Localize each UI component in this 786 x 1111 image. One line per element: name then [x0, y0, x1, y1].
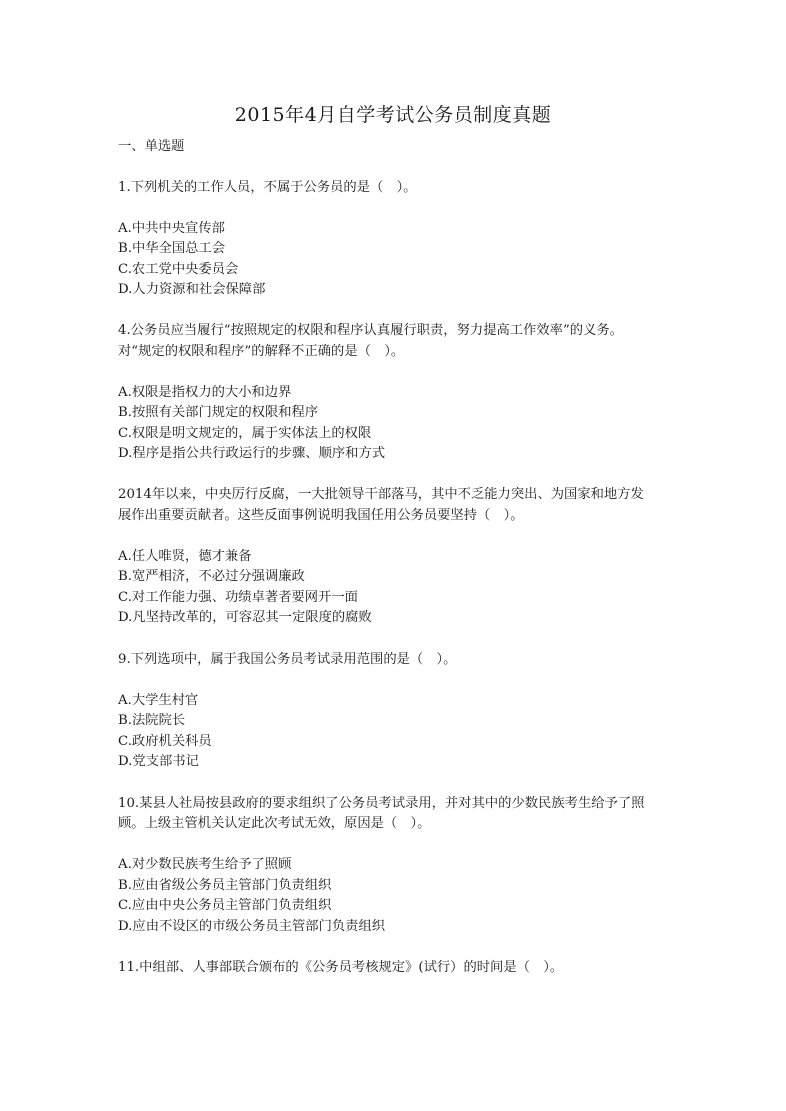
- question-stem: 9.下列选项中，属于我国公务员考试录用范围的是（ ）。: [118, 652, 457, 667]
- option-a: A.任人唯贤，德才兼备: [118, 549, 252, 564]
- option-c: C.权限是明文规定的，属于实体法上的权限: [118, 426, 372, 441]
- option-b: B.应由省级公务员主管部门负责组织: [118, 878, 332, 893]
- option-c: C.应由中央公务员主管部门负责组织: [118, 898, 332, 913]
- option-a: A.中共中央宣传部: [118, 221, 225, 236]
- question-stem: 1.下列机关的工作人员，不属于公务员的是（ ）。: [118, 180, 417, 195]
- option-a: A.权限是指权力的大小和边界: [118, 385, 292, 400]
- question-stem: 10.某县人社局按县政府的要求组织了公务员考试录用，并对其中的少数民族考生给予了照: [118, 796, 645, 811]
- option-c: C.政府机关科员: [118, 734, 212, 749]
- option-d: D.党支部书记: [118, 754, 199, 769]
- page-title: 2015年4月自学考试公务员制度真题: [234, 104, 552, 126]
- option-c: C.对工作能力强、功绩卓著者要网开一面: [118, 590, 358, 605]
- question-stem: 对“规定的权限和程序”的解释不正确的是（ ）。: [118, 344, 405, 359]
- question-stem: 4.公务员应当履行“按照规定的权限和程序认真履行职责，努力提高工作效率”的义务。: [118, 323, 623, 338]
- option-b: B.宽严相济，不必过分强调廉政: [118, 569, 305, 584]
- section-heading: 一、单选题: [118, 139, 185, 154]
- question-stem: 11.中组部、人事部联合颁布的《公务员考核规定》(试行）的时间是（ ）。: [118, 960, 564, 975]
- option-c: C.农工党中央委员会: [118, 262, 239, 277]
- option-d: D.凡坚持改革的，可容忍其一定限度的腐败: [118, 610, 372, 625]
- option-a: A.大学生村官: [118, 693, 199, 708]
- question-stem: 展作出重要贡献者。这些反面事例说明我国任用公务员要坚持（ ）。: [118, 508, 524, 523]
- option-d: D.程序是指公共行政运行的步骤、顺序和方式: [118, 446, 386, 461]
- option-b: B.按照有关部门规定的权限和程序: [118, 405, 319, 420]
- option-b: B.法院院长: [118, 713, 186, 728]
- option-a: A.对少数民族考生给予了照顾: [118, 857, 292, 872]
- option-d: D.人力资源和社会保障部: [118, 282, 266, 297]
- question-stem: 2014年以来，中央厉行反腐，一大批领导干部落马，其中不乏能力突出、为国家和地方发: [118, 487, 644, 502]
- option-d: D.应由不设区的市级公务员主管部门负责组织: [118, 919, 386, 934]
- option-b: B.中华全国总工会: [118, 241, 226, 256]
- question-stem: 顾。上级主管机关认定此次考试无效，原因是（ ）。: [118, 816, 431, 831]
